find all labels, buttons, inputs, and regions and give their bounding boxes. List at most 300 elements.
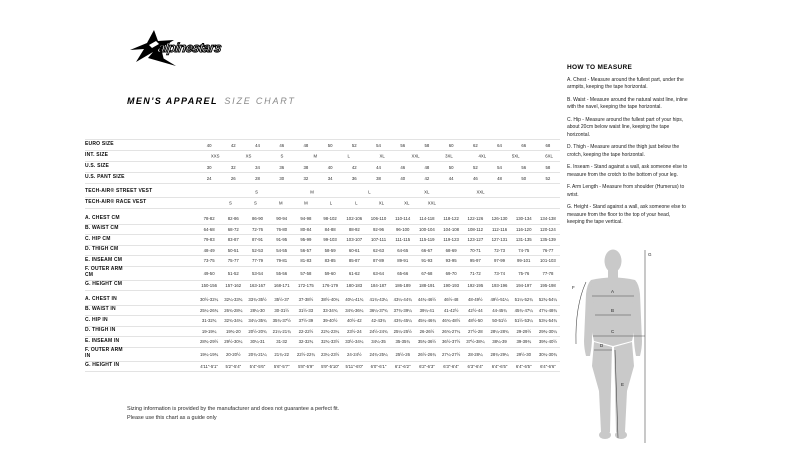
table-row [85,187,560,198]
cell-value: 57-58 [300,270,312,276]
cell-value: 64 [497,142,502,148]
cell-value: 123-127 [467,237,484,243]
footer-line-1: Sizing information is provided by the manufacturer and does not guarantee a perfect fit. [127,406,340,412]
cell-value: 22½-22¾ [296,351,315,357]
cell-value: 40½-42 [347,318,362,324]
cell-value: 23½-24 [347,328,362,334]
cell-value: 59-60 [324,270,336,276]
cell-value: S [255,189,258,195]
row-values [197,151,560,161]
cell-value: 51-52 [227,270,239,276]
cell-value: 103-107 [346,237,363,243]
cell-value: 5'8"-5'9" [298,363,314,369]
cell-value: 114-118 [419,216,435,222]
cell-value: 100-104 [419,226,435,232]
cell-value: L [329,200,333,206]
table-row [85,140,560,151]
cell-value: 33½-34¼ [345,339,364,345]
cell-value: 6'2"-6'3" [419,363,435,369]
cell-value: 50 [521,175,527,181]
cell-value: 75-76 [518,270,530,276]
cell-value: 36 [351,175,357,181]
table-row [85,267,560,281]
cell-value: 22-22½ [298,328,314,334]
cell-value: 6'0"-6'1" [370,363,387,369]
cell-value: 43¾-45¼ [393,318,412,324]
cell-value: 66 [521,142,527,148]
cell-value: 20-20½ [226,351,241,357]
cell-value: 50 [448,164,454,170]
cell-value: 30¼-31 [250,339,265,345]
cell-value: 83-85 [324,258,336,264]
table-row [85,327,560,338]
cell-value: 60-61 [348,247,360,253]
cell-value: 42 [230,142,236,148]
cell-value: 6'1"-6'2" [394,363,411,369]
measure-instruction: D. Thigh - Measure around the thigh just below the crotch, keeping the tape horizontal. [567,144,680,158]
cell-value: 99-101 [517,258,531,264]
cell-value: 89-91 [397,258,409,264]
cell-value: 37¾-39¼ [393,307,412,313]
figure-label-height: G [648,252,652,257]
cell-value: 69-70 [445,270,457,276]
cell-value: 54-55 [276,247,288,253]
cell-value: 58 [424,142,430,148]
cell-value: 150-156 [201,282,217,288]
cell-value: XXS [210,153,220,159]
cell-value: 52¾-54¼ [538,297,558,303]
row-label: U.S. PANT SIZE [85,174,125,181]
cell-value: 39-39¾ [516,339,532,345]
cell-value: S [280,153,284,159]
figure-label-arm: F [572,285,575,290]
cell-value: 64-68 [203,226,215,232]
cell-value: 82-86 [227,216,239,222]
cell-value: 48-49 [203,247,215,253]
cell-value: 45¼-46¾ [417,318,437,324]
cell-value: 24¾-25¼ [369,351,388,357]
cell-value: 91-93 [421,258,433,264]
cell-value: 36¼-37¾ [369,307,388,313]
cell-value: 28 [255,175,260,181]
size-table [85,139,560,372]
cell-value: 118-122 [443,216,459,222]
cell-value: 46¾-48½ [442,318,461,324]
cell-value: 37-38½ [298,297,314,303]
cell-value: 46 [400,164,406,170]
cell-value: 190-193 [443,282,460,288]
cell-value: 39¼-41 [419,307,435,313]
cell-value: 176-179 [322,282,338,288]
cell-value: 80-84 [300,226,312,232]
body-silhouette-shape [584,250,642,440]
cell-value: 115-119 [419,237,435,243]
cell-value: 91-95 [276,237,288,243]
cell-value: 41¾-43¼ [369,297,388,303]
cell-value: 96-100 [396,226,410,232]
figure-label-waist: B [611,308,615,313]
cell-value: 108-112 [467,226,484,232]
table-row [85,173,560,184]
cell-value: 54 [376,142,381,148]
cell-value: 31½-33 [298,307,314,313]
cell-value: 73-75 [203,258,215,264]
cell-value: 78-82 [203,216,215,222]
cell-value: 32-32¾ [298,339,314,345]
cell-value: 25½-26 [395,351,411,357]
cell-value: 60 [448,142,454,148]
table-row [85,151,560,162]
row-label: INT. SIZE [85,152,109,159]
cell-value: 44 [448,175,454,181]
cell-value: 38 [303,164,309,170]
how-to-measure-list [567,77,689,226]
table-section-in [85,295,560,372]
cell-value: 168-171 [273,282,290,288]
cell-value: M [313,153,318,159]
cell-value: 56 [400,142,406,148]
cell-value: 44 [376,164,381,170]
cell-value: 5'2"-5'4" [225,363,242,369]
cell-value: 39¾-40½ [538,339,558,345]
cell-value: 28¼-28¾ [490,328,509,334]
footer-note [127,405,339,423]
cell-value: 29-29½ [516,328,532,334]
cell-value: 23¼-23½ [321,351,340,357]
cell-value: 106-110 [370,216,387,222]
cell-value: 30¼-30¾ [538,351,558,357]
cell-value: 33¾-35½ [248,297,267,303]
cell-value: S [254,200,257,206]
row-label: C. HIP IN [85,316,108,323]
cell-value: 77-79 [252,258,263,264]
cell-value: 101-103 [540,258,556,264]
cell-value: 50 [327,142,333,148]
cell-value: 29¾-30¼ [538,328,558,334]
cell-value: 195-198 [540,282,556,288]
cell-value: 76-80 [276,226,288,232]
row-values [197,198,560,208]
cell-value: 157-162 [225,282,242,288]
cell-value: 50-51½ [492,318,507,324]
cell-value: 46 [279,142,285,148]
cell-value: 19¾-20 [226,328,241,334]
cell-value: 32¾-33½ [321,339,340,345]
measure-instruction: B. Waist - Measure around the natural waist line, inline with the navel, keeping the tape horizontal. [567,97,688,111]
cell-value: 28¾-29½ [200,339,219,345]
cell-value: 35¾-37½ [272,318,291,324]
cell-value: 63-64 [373,270,385,276]
cell-value: 84-88 [324,226,336,232]
cell-value: 127-131 [491,237,508,243]
cell-value: 44-45¾ [492,307,507,313]
figure-label-thigh: D [600,343,604,348]
cell-value: 74-75 [518,247,530,253]
row-label: B. WAIST IN [85,306,116,313]
page-title [127,96,296,106]
cell-value: 192-195 [467,282,484,288]
cell-value: 111-115 [395,237,411,243]
cell-value: 21¾-22 [274,351,289,357]
cell-value: 28¾-29¼ [490,351,509,357]
cell-value: 5'4"-5'6" [249,363,266,369]
cell-value: 46½-48 [443,297,459,303]
cell-value: 68-69 [445,247,457,253]
figure-label-hip: C [611,329,615,334]
cell-value: XXL [411,153,420,159]
cell-value: 36½-37½ [442,339,461,345]
table-row [85,198,560,209]
cell-value: 35½-37 [274,297,289,303]
cell-value: 5'6"-5'7" [273,363,290,369]
title-sub: SIZE CHART [224,96,296,106]
cell-value: 35¾-36½ [417,339,437,345]
cell-value: 95-99 [300,237,312,243]
cell-value: 22¾-23¼ [321,328,340,334]
cell-value: 90-94 [276,216,288,222]
cell-value: S [228,200,232,206]
cell-value: 87-91 [252,237,263,243]
cell-value: 126-130 [491,216,508,222]
cell-value: 188-191 [419,282,435,288]
cell-value: 46 [472,175,478,181]
measure-instruction: G. Height - Stand against a wall, ask someone else to measure from the floor to the top of your head, keeping the tape vertical. [567,204,686,225]
cell-value: L [355,200,358,206]
row-label: EURO SIZE [85,141,114,148]
cell-value: 6XL [545,153,553,159]
cell-value: 72-76 [252,226,263,232]
cell-value: 38 [376,175,381,181]
cell-value: 97-99 [494,258,506,264]
cell-value: 102-106 [346,216,363,222]
cell-value: 56-57 [300,247,312,253]
title-main: MEN'S APPAREL [127,96,218,106]
cell-value: 48 [424,164,430,170]
cell-value: 77-78 [542,270,554,276]
cell-value: 51½-53¼ [514,318,533,324]
cell-value: 87-89 [373,258,385,264]
cell-value: XL [404,200,410,206]
cell-value: 55-56 [276,270,288,276]
cell-value: 6'3"-6'4" [467,363,484,369]
row-label: A. CHEST CM [85,214,120,221]
cell-value: 67-68 [421,270,433,276]
cell-value: 135-139 [540,237,556,243]
figure-label-inseam: E [621,382,625,387]
table-row [85,246,560,257]
cell-value: 68 [545,142,551,148]
cell-value: 98-102 [323,216,337,222]
how-to-measure-heading: HOW TO MEASURE [567,64,633,71]
cell-value: 93-95 [445,258,457,264]
cell-value: 48½-50 [468,318,483,324]
table-section-vests [85,187,560,209]
cell-value: 40 [327,164,333,170]
row-values [197,187,560,197]
cell-value: 34¾-36¼ [345,307,364,313]
row-label: D. THIGH CM [85,246,119,253]
cell-value: 131-135 [515,237,532,243]
table-row [85,295,560,306]
table-row [85,306,560,317]
cell-value: 49-50 [203,270,215,276]
cell-value: 52 [351,142,357,148]
cell-value: 5'9"-5'10" [321,363,340,369]
cell-value: 79-83 [203,237,215,243]
row-label: G. HEIGHT IN [85,362,120,369]
cell-value: 28¼-30 [250,307,265,313]
cell-value: 27½-28 [468,328,483,334]
cell-value: 120-124 [540,226,556,232]
cell-value: 25¼-26¾ [200,307,219,313]
cell-value: 32 [303,175,309,181]
cell-value: 56 [521,164,527,170]
cell-value: 36 [279,164,285,170]
table-row [85,362,560,373]
cell-value: 58 [545,164,551,170]
cell-value: 62-63 [373,247,385,253]
cell-value: 180-183 [346,282,363,288]
cell-value: 72-73 [494,247,506,253]
cell-value: 86-90 [252,216,263,222]
cell-value: 51¼-52¾ [514,297,533,303]
cell-value: 34¼-35¾ [248,318,267,324]
cell-value: 52 [472,164,478,170]
cell-value: XS [245,153,252,159]
table-row [85,348,560,362]
cell-value: 34¼-35 [371,339,386,345]
cell-value: 172-175 [298,282,314,288]
cell-value: 70-71 [469,247,481,253]
cell-value: 42-43¾ [371,318,386,324]
cell-value: 75-77 [227,258,239,264]
table-row [85,235,560,246]
cell-value: 68-72 [227,226,239,232]
row-label: TECH-AIR® RACE VEST [85,199,147,206]
cell-value: 104-108 [443,226,460,232]
cell-value: 40¼-41¾ [345,297,364,303]
cell-value: 32¼-33¾ [224,297,243,303]
cell-value: XL [424,189,430,195]
cell-value: 33-34¾ [322,307,338,313]
cell-value: 92-96 [373,226,385,232]
measure-instruction: C. Hip - Measure around the fullest part of your hips, about 20cm below waist line, keeping the tape horizontal. [567,117,684,138]
cell-value: 112-116 [491,226,508,232]
cell-value: 94-98 [300,216,312,222]
cell-value: 99-103 [323,237,337,243]
cell-value: XXL [427,200,436,206]
cell-value: 64-65 [397,247,409,253]
cell-value: 37½-38¼ [466,339,485,345]
cell-value: 110-114 [395,216,411,222]
cell-value: 71-72 [469,270,481,276]
cell-value: 134-138 [540,216,556,222]
cell-value: 24½-24¾ [369,328,388,334]
row-label: B. WAIST CM [85,225,119,232]
cell-value: 54 [497,164,502,170]
cell-value: 29½-30¼ [224,339,243,345]
cell-value: 184-187 [370,282,387,288]
footer-line-2: Please use this chart as a guide only [127,414,217,421]
cell-value: 53¼-54¾ [538,318,558,324]
cell-value: 38¼-39 [492,339,507,345]
cell-value: 52-53 [252,247,263,253]
cell-value: 40 [400,175,406,181]
row-label: E. INSEAM IN [85,337,120,344]
cell-value: 26¾-28¼ [224,307,243,313]
cell-value: 31-32 [276,339,288,345]
row-label: A. CHEST IN [85,295,117,302]
cell-value: 48 [303,142,309,148]
cell-value: M [310,189,314,195]
table-row [85,281,560,292]
logo-wordmark: alpinestars [156,40,223,55]
cell-value: 62 [472,142,478,148]
cell-value: 28-28¼ [468,351,483,357]
row-label: C. HIP CM [85,235,111,242]
cell-value: 34 [255,164,260,170]
cell-value: 27¼-27½ [442,351,461,357]
cell-value: 61-62 [348,270,360,276]
cell-value: 26-26½ [419,328,435,334]
row-label: E. INSEAM CM [85,256,123,263]
cell-value: 32¾-34¼ [224,318,243,324]
cell-value: 58-59 [324,247,336,253]
cell-value: 30½-32¼ [200,297,219,303]
cell-value: 5'11"-6'0" [345,363,364,369]
cell-value: 20¾-21¼ [248,351,267,357]
row-label: F. OUTER ARM IN [85,347,123,359]
cell-value: 163-167 [249,282,266,288]
cell-value: L [347,153,350,159]
cell-value: 26 [230,175,236,181]
cell-value: 24 [206,175,212,181]
cell-value: 34 [327,175,333,181]
cell-value: 20½-20¾ [248,328,267,334]
cell-value: 25¼-25½ [393,328,412,334]
cell-value: 21¼-21¾ [272,328,291,334]
cell-value: 66-67 [421,247,433,253]
cell-value: 85-87 [348,258,360,264]
cell-value: 52 [545,175,551,181]
cell-value: 6'3"-6'4" [443,363,459,369]
row-label: F. OUTER ARM CM [85,266,123,278]
cell-value: 49½-51¼ [490,297,509,303]
cell-value: M [304,200,308,206]
table-row [85,337,560,348]
cell-value: 26½-26¾ [417,351,437,357]
cell-value: 6'4"-6'5" [491,363,508,369]
cell-value: 26¾-27¼ [442,328,461,334]
table-row [85,214,560,225]
figure-label-chest: A [611,289,615,294]
cell-value: 48 [497,175,502,181]
cell-value: 47¼-48¾ [538,307,558,313]
cell-value: 95-97 [469,258,481,264]
table-row [85,225,560,236]
cell-value: 5XL [511,153,520,159]
cell-value: 6'4"-6'6" [540,363,556,369]
table-section-cm [85,214,560,291]
cell-value: 116-120 [516,226,532,232]
cell-value: 50-51 [227,247,239,253]
cell-value: 24-24½ [347,351,362,357]
cell-value: 44 [255,142,260,148]
cell-value: 193-196 [491,282,508,288]
cell-value: 76-77 [542,247,554,253]
cell-value: XL [378,200,385,206]
cell-value: 122-126 [467,216,484,222]
